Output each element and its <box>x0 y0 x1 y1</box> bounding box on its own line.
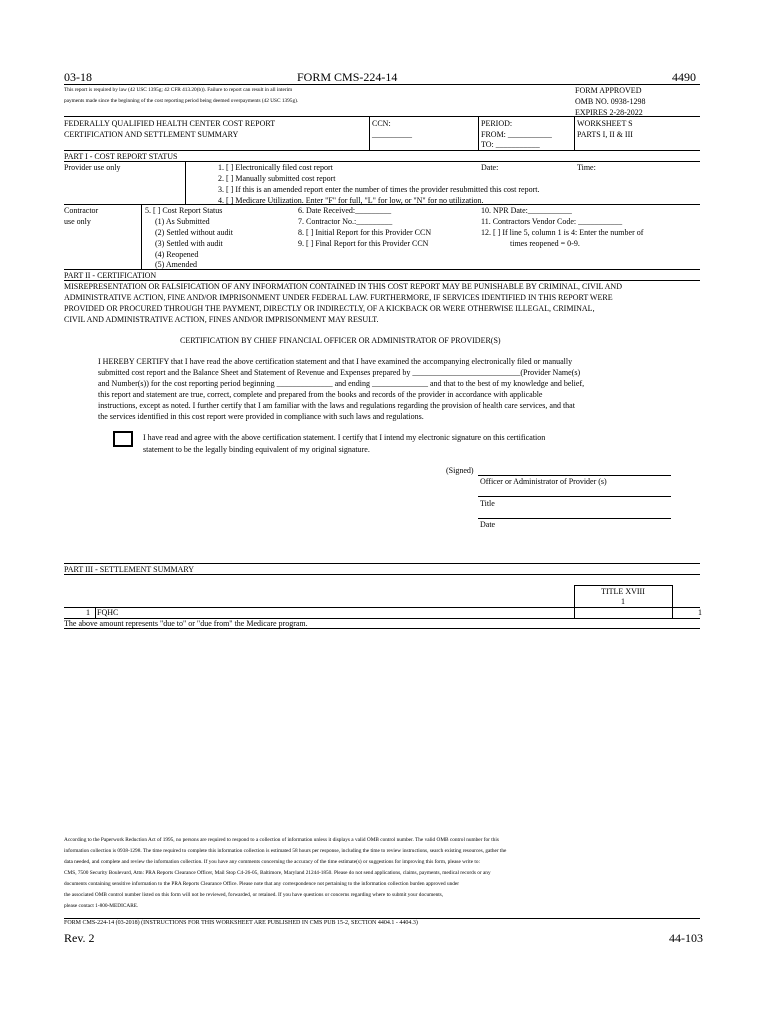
settlement-row-end-number: 1 <box>698 608 702 617</box>
contractor-no-field[interactable]: 7. Contractor No.:_________ <box>298 217 393 226</box>
ccn-label: CCN: <box>372 119 391 128</box>
notice-line-1: This report is required by law (42 USC 1395g; 42 CFR 413.20(b)). Failure to report can result in all interim <box>64 87 293 93</box>
form-footer-line: FORM CMS-224-14 (03-2018) (INSTRUCTIONS FOR THIS WORKSHEET ARE PUBLISHED IN CMS PUB 15-2, SECTION 4404.1 - 4404.3) <box>64 920 418 926</box>
contractor-label-2: use only <box>64 217 91 226</box>
warning-line-4: CIVIL AND ADMINISTRATIVE ACTION, FINES AND/OR IMPRISONMENT MAY RESULT. <box>64 315 379 324</box>
worksheet-line-1: WORKSHEET S <box>577 119 633 128</box>
officer-label: Officer or Administrator of Provider (s) <box>480 477 607 486</box>
agree-checkbox[interactable] <box>113 431 133 447</box>
contractor-label-1: Contractor <box>64 206 99 215</box>
page-number: 44-103 <box>669 931 703 945</box>
date-received-field[interactable]: 6. Date Received:_________ <box>298 206 392 215</box>
title-line-1: FEDERALLY QUALIFIED HEALTH CENTER COST REPORT <box>64 119 276 128</box>
final-report-item[interactable]: 9. [ ] Final Report for this Provider CCN <box>298 239 429 248</box>
cert-body-6: the services identified in this cost report were provided in compliance with such laws and regulations. <box>98 412 424 421</box>
part1-item-2[interactable]: 2. [ ] Manually submitted cost report <box>218 174 336 183</box>
settlement-column-number: 1 <box>621 597 625 606</box>
revision-label: Rev. 2 <box>64 931 95 945</box>
status-option-1: (1) As Submitted <box>155 217 210 226</box>
date-label: Date <box>480 520 496 529</box>
period-to-field[interactable]: TO: ___________ <box>481 140 540 149</box>
reopen-count-item[interactable]: 12. [ ] If line 5, column 1 is 4: Enter the number of <box>481 228 644 237</box>
pra-line-5: documents containing sensitive information to the PRA Reports Clearance Office. Please note that any correspondence not pertaining to the information collection burden approved under <box>64 881 459 887</box>
settlement-row-label: FQHC <box>97 608 119 617</box>
agree-line-2: statement to be the legally binding equivalent of my original signature. <box>143 445 370 454</box>
cert-body-2: submitted cost report and the Balance Sheet and Statement of Revenue and Expenses prepared by ___________________________(Provider Name(s) <box>98 368 581 377</box>
status-option-5: (5) Amended <box>155 260 197 269</box>
pra-line-7: please contact 1-800-MEDICARE. <box>64 903 139 909</box>
fqhc-title-xviii-amount[interactable] <box>576 608 670 617</box>
pra-line-3: data needed, and complete and review the information collection. If you have any comments concerning the accuracy of the time estimate(s) or suggestions for improving this form, please write to: <box>64 859 480 865</box>
header-left: 03-18 <box>64 70 92 84</box>
status-option-2: (2) Settled without audit <box>155 228 233 237</box>
part1-date-label: Date: <box>481 163 499 172</box>
part3-heading: PART III - SETTLEMENT SUMMARY <box>64 565 195 574</box>
approval-line-3: EXPIRES 2-28-2022 <box>575 108 643 117</box>
pra-line-4: CMS, 7500 Security Boulevard, Attn: PRA Reports Clearance Officer, Mail Stop C4-26-05, Baltimore, Maryland 21244-1850. Please do not send applications, claims, payments, medical records or any <box>64 870 491 876</box>
npr-date-field[interactable]: 10. NPR Date:___________ <box>481 206 572 215</box>
approval-line-1: FORM APPROVED <box>575 86 642 95</box>
cert-body-5: instructions, except as noted. I further certify that I am familiar with the laws and regulations regarding the provision of health care services, and that <box>98 401 575 410</box>
part1-item-1[interactable]: 1. [ ] Electronically filed cost report <box>218 163 333 172</box>
initial-report-item[interactable]: 8. [ ] Initial Report for this Provider CCN <box>298 228 432 237</box>
pra-line-6: the associated OMB control number listed on this form will not be reviewed, forwarded, or retained. If you have questions or concerns regarding where to submit your documents, <box>64 892 444 898</box>
pra-line-2: information collection is 0938-1298. The time required to complete this information collection is estimated 58 hours per response, including the time to review instructions, search existing resources, gather the <box>64 848 507 854</box>
status-option-3: (3) Settled with audit <box>155 239 223 248</box>
settlement-note: The above amount represents "due to" or "due from" the Medicare program. <box>64 619 308 628</box>
status-item-5[interactable]: 5. [ ] Cost Report Status <box>145 206 223 215</box>
cert-body-1: I HEREBY CERTIFY that I have read the above certification statement and that I have examined the accompanying electronically filed or manually <box>98 357 573 366</box>
warning-line-1: MISREPRESENTATION OR FALSIFICATION OF ANY INFORMATION CONTAINED IN THIS COST REPORT MAY BE PUNISHABLE BY CRIMINAL, CIVIL AND <box>64 282 622 291</box>
status-option-4: (4) Reopened <box>155 250 199 259</box>
settlement-column-title: TITLE XVIII <box>601 587 645 596</box>
part1-item-4[interactable]: 4. [ ] Medicare Utilization. Enter "F" for full, "L" for low, or "N" for no utilization. <box>218 196 484 205</box>
part1-heading: PART I - COST REPORT STATUS <box>64 152 178 161</box>
title-line[interactable] <box>478 496 671 497</box>
warning-line-3: PROVIDED OR PROCURED THROUGH THE PAYMENT, DIRECTLY OR INDIRECTLY, OF A KICKBACK OR WERE OTHERWISE ILLEGAL, CRIMINAL, <box>64 304 595 313</box>
cert-body-4: this report and statement are true, correct, complete and prepared from the books and records of the provider in accordance with applicable <box>98 390 543 399</box>
cert-heading: CERTIFICATION BY CHIEF FINANCIAL OFFICER OR ADMINISTRATOR OF PROVIDER(S) <box>180 336 501 345</box>
part2-heading: PART II - CERTIFICATION <box>64 271 157 280</box>
signed-label: (Signed) <box>446 466 474 475</box>
approval-line-2: OMB NO. 0938-1298 <box>575 97 646 106</box>
period-from-field[interactable]: FROM: ___________ <box>481 130 552 139</box>
notice-line-2: payments made since the beginning of the cost reporting period being deemed overpayments (42 USC 1395g). <box>64 98 299 104</box>
form-title: FORM CMS-224-14 <box>297 70 398 84</box>
title-line-2: CERTIFICATION AND SETTLEMENT SUMMARY <box>64 130 239 139</box>
pra-line-1: According to the Paperwork Reduction Act of 1995, no persons are required to respond to a collection of information unless it displays a valid OMB control number. The valid OMB control number for this <box>64 837 499 843</box>
worksheet-line-2: PARTS I, II & III <box>577 130 633 139</box>
header-right: 4490 <box>672 70 696 84</box>
title-label: Title <box>480 499 495 508</box>
settlement-row-number: 1 <box>86 608 90 617</box>
vendor-code-field[interactable]: 11. Contractors Vendor Code: ___________ <box>481 217 623 226</box>
part1-item-3[interactable]: 3. [ ] If this is an amended report enter the number of times the provider resubmitted this cost report. <box>218 185 540 194</box>
agree-line-1: I have read and agree with the above certification statement. I certify that I intend my electronic signature on this certification <box>143 433 546 442</box>
provider-use-label: Provider use only <box>64 163 121 172</box>
cert-body-3: and Number(s)) for the cost reporting period beginning ______________ and ending ______________ and that to the best of my knowledge and belief, <box>98 379 585 388</box>
period-label: PERIOD: <box>481 119 513 128</box>
reopen-count-note: times reopened = 0-9. <box>510 239 580 248</box>
part1-time-label: Time: <box>577 163 596 172</box>
signature-line[interactable] <box>478 475 671 476</box>
warning-line-2: ADMINISTRATIVE ACTION, FINE AND/OR IMPRISONMENT UNDER FEDERAL LAW. FURTHERMORE, IF SERVICES IDENTIFIED IN THIS REPORT WERE <box>64 293 613 302</box>
date-line[interactable] <box>478 518 671 519</box>
ccn-field[interactable]: __________ <box>372 130 412 139</box>
